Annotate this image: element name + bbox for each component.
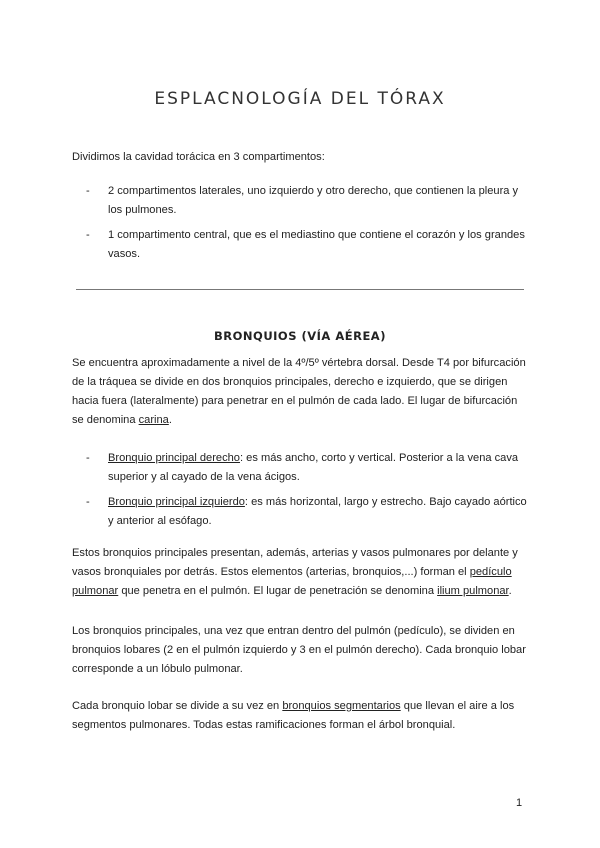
- paragraph-pedicle: [72, 544, 532, 601]
- list-item: [72, 449, 532, 487]
- page-title: ESPLACNOLOGÍA DEL TÓRAX: [154, 89, 446, 110]
- paragraph-text: que penetra en el pulmón. El lugar de penetración se denomina: [118, 585, 438, 597]
- term-right-bronchus: Bronquio principal derecho: [108, 452, 240, 464]
- bullet-marker: -: [86, 496, 90, 508]
- paragraph-location: [72, 354, 532, 430]
- page-number: 1: [516, 797, 523, 809]
- intro-paragraph: Dividimos la cavidad torácica en 3 compartimentos:: [72, 151, 325, 163]
- bullet-marker: -: [86, 185, 90, 197]
- bronchi-list: [72, 449, 532, 537]
- list-item-text: 2 compartimentos laterales, uno izquierdo y otro derecho, que contienen la pleura y los pulmones.: [108, 185, 519, 216]
- list-item: [72, 226, 532, 264]
- paragraph-text: Se encuentra aproximadamente a nivel de la 4º/5º vértebra dorsal. Desde T4 por bifurcación de la tráquea se divide en dos bronquios principales, derecho e izquierdo, que se dirigen hacia fuera (lateralmente) para penetrar en el pulmón de cada lado. El lugar de bifurcación se denomina: [72, 357, 526, 426]
- bullet-marker: -: [86, 229, 90, 241]
- paragraph-end: .: [508, 585, 512, 597]
- section-title: BRONQUIOS (VÍA AÉREA): [214, 328, 386, 343]
- term-left-bronchus: Bronquio principal izquierdo: [108, 496, 245, 508]
- paragraph-text: Estos bronquios principales presentan, además, arterias y vasos pulmonares por delante y vasos bronquiales por detrás. Estos elementos (arterias, bronquios,...) forman el: [72, 547, 518, 578]
- paragraph-lobar: Los bronquios principales, una vez que entran dentro del pulmón (pedículo), se dividen en bronquios lobares (2 en el pulmón izquierdo y 3 en el pulmón derecho). Cada bronquio lobar corresponde a un lóbulo pulmonar.: [72, 625, 526, 675]
- term-segmental: bronquios segmentarios: [282, 700, 401, 712]
- paragraph-text: que llevan el aire a los segmentos pulmonares. Todas estas ramificaciones forman el árbol bronquial.: [72, 700, 515, 731]
- compartments-list: [72, 182, 532, 270]
- paragraph-segmental: [72, 697, 532, 735]
- list-item-text: : es más horizontal, largo y estrecho. Bajo cayado aórtico y anterior al esófago.: [108, 496, 527, 527]
- horizontal-divider: [76, 289, 524, 290]
- paragraph-end: .: [168, 414, 172, 426]
- term-pedicle: pedículo pulmonar: [72, 566, 512, 597]
- term-carina: carina: [138, 414, 169, 426]
- term-ilium: ilium pulmonar: [437, 585, 509, 597]
- list-item-text: 1 compartimento central, que es el mediastino que contiene el corazón y los grandes vasos.: [108, 229, 525, 260]
- bullet-marker: -: [86, 452, 90, 464]
- list-item: [72, 182, 532, 220]
- paragraph-text: Cada bronquio lobar se divide a su vez en: [72, 700, 283, 712]
- list-item: [72, 493, 532, 531]
- list-item-text: : es más ancho, corto y vertical. Posterior a la vena cava superior y al cayado de la vena ácigos.: [108, 452, 519, 483]
